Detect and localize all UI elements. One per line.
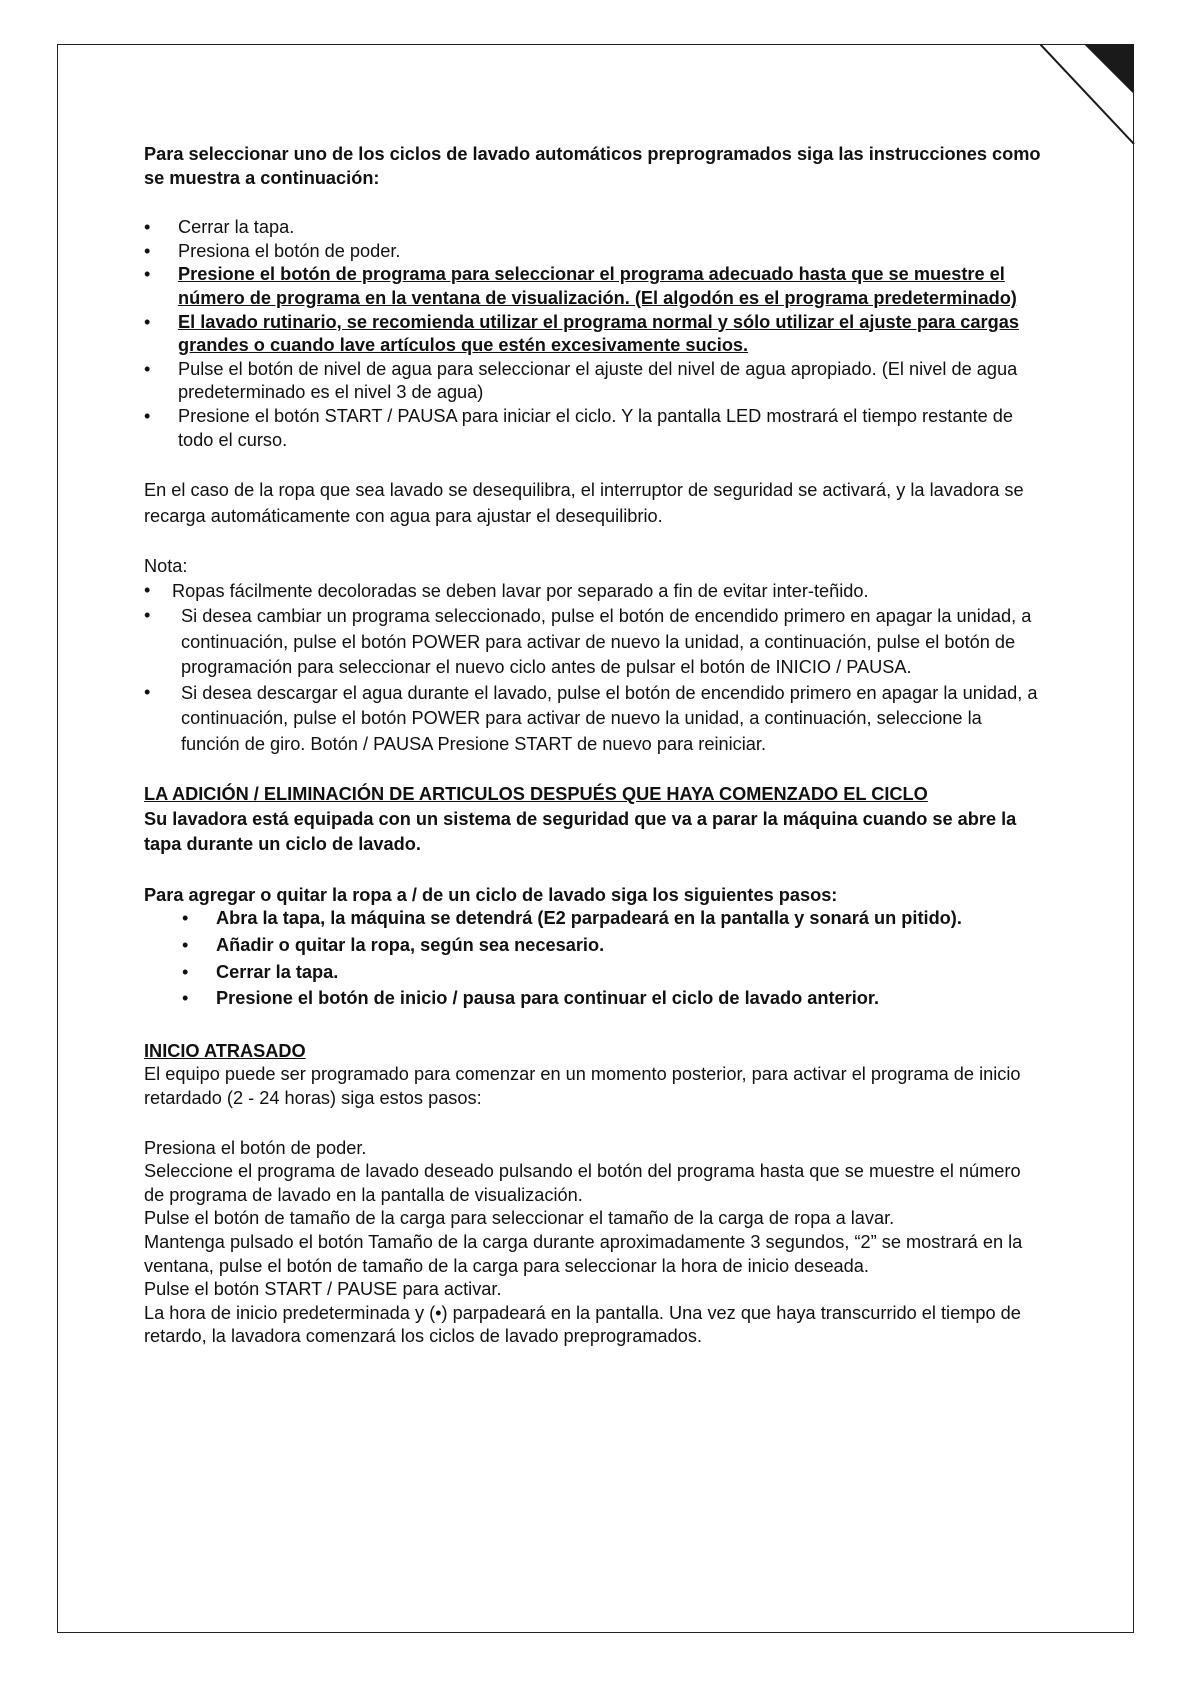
adicion-description: Su lavadora está equipada con un sistema de seguridad que va a parar la máquina cuando se abre la tapa durante un ciclo de lavado. <box>144 808 1017 855</box>
bullet-icon: • <box>182 935 189 955</box>
list-item: • Presione el botón de programa para seleccionar el programa adecuado hasta que se muestre el número de programa en la ventana de visualización. (El algodón es el programa predeterminado) <box>144 264 1017 308</box>
spacer <box>144 757 1044 783</box>
inicio-atrasado-intro: El equipo puede ser programado para comenzar en un momento posterior, para activar el programa de inicio retardado (2 - 24 horas) siga estos pasos: <box>144 1064 1021 1108</box>
list-item: • Ropas fácilmente decoloradas se deben lavar por separado a fin de evitar inter-teñido. <box>144 579 869 601</box>
bullet-icon: • <box>144 681 151 702</box>
bullet-icon: • <box>144 240 151 261</box>
bullet-icon: • <box>144 605 151 626</box>
bullet-icon: • <box>144 358 151 379</box>
bullet-icon: • <box>144 264 151 285</box>
bullet-icon: • <box>144 311 151 332</box>
bullet-icon: • <box>182 908 189 929</box>
spacer <box>144 1111 1044 1137</box>
nota-list <box>144 579 1044 758</box>
list-item: • Presione el botón de inicio / pausa para continuar el ciclo de lavado anterior. <box>144 987 1044 1011</box>
document-body <box>144 143 1044 1349</box>
adicion-steps-list <box>144 907 1044 1010</box>
list-item: • Abra la tapa, la máquina se detendrá (E2 parpadeará en la pantalla y sonará un pitido). <box>144 907 1044 931</box>
bullet-icon: • <box>144 405 151 426</box>
inicio-line: Seleccione el programa de lavado deseado pulsando el botón del programa hasta que se muestre el número de programa de lavado en la pantalla de visualización. <box>144 1161 1021 1205</box>
inicio-line: Pulse el botón de tamaño de la carga para seleccionar el tamaño de la carga de ropa a lavar. <box>144 1208 895 1229</box>
list-item: • Cerrar la tapa. <box>144 961 1044 985</box>
spacer <box>144 1014 1044 1040</box>
nota-label: Nota: <box>144 556 188 577</box>
list-item: • Añadir o quitar la ropa, según sea necesario. <box>144 934 1044 958</box>
adicion-steps-heading: Para agregar o quitar la ropa a / de un ciclo de lavado siga los siguientes pasos: <box>144 884 838 905</box>
spacer <box>144 190 1044 216</box>
inicio-atrasado-title: INICIO ATRASADO <box>144 1040 306 1061</box>
list-item: • Presiona el botón de poder. <box>144 240 1044 264</box>
list-item: • El lavado rutinario, se recomienda utilizar el programa normal y sólo utilizar el ajuste para cargas grandes o cuando lave artículos que estén excesivamente sucios. <box>144 311 1019 356</box>
page-corner-fold-icon <box>1040 44 1140 144</box>
bullet-icon: • <box>182 988 189 1009</box>
inicio-line: Presiona el botón de poder. <box>144 1137 367 1158</box>
spacer <box>144 529 1044 555</box>
bullet-icon: • <box>182 961 189 982</box>
imbalance-paragraph: En el caso de la ropa que sea lavado se desequilibra, el interruptor de seguridad se activará, y la lavadora se recarga automáticamente con agua para ajustar el desequilibrio. <box>144 480 1024 526</box>
adicion-title: LA ADICIÓN / ELIMINACIÓN DE ARTICULOS DESPUÉS QUE HAYA COMENZADO EL CICLO <box>144 784 928 805</box>
inicio-line: Mantenga pulsado el botón Tamaño de la carga durante aproximadamente 3 segundos, “2” se mostrará en la ventana, pulse el botón de tamaño de la carga para seleccionar la hora de inicio deseada. <box>144 1231 1023 1276</box>
inicio-line: La hora de inicio predeterminada y (•) parpadeará en la pantalla. Una vez que haya transcurrido el tiempo de retardo, la lavadora comenzará los ciclos de lavado preprogramados. <box>144 1302 1021 1347</box>
inicio-line: Pulse el botón START / PAUSE para activar. <box>144 1279 502 1300</box>
list-item: • Pulse el botón de nivel de agua para seleccionar el ajuste del nivel de agua apropiado. (El nivel de agua predeterminado es el nivel 3 de agua) <box>144 358 1018 403</box>
list-item: • Si desea cambiar un programa seleccionado, pulse el botón de encendido primero en apagar la unidad, a continuación, pulse el botón POWER para activar de nuevo la unidad, a continuación, pulse el botón de programación para seleccionar el nuevo ciclo antes de pulsar el botón de INICIO / PAUSA. <box>144 605 1032 678</box>
list-item: • Cerrar la tapa. <box>144 216 1044 240</box>
list-item: • Si desea descargar el agua durante el lavado, pulse el botón de encendido primero en apagar la unidad, a continuación, pulse el botón POWER para activar de nuevo la unidad, a continuación, seleccione la función de giro. Botón / PAUSA Presione START de nuevo para reiniciar. <box>144 681 1038 754</box>
spacer <box>144 858 1044 884</box>
spacer <box>144 452 1044 478</box>
steps-list <box>144 216 1044 452</box>
list-item: • Presione el botón START / PAUSA para iniciar el ciclo. Y la pantalla LED mostrará el tiempo restante de todo el curso. <box>144 405 1014 450</box>
intro-heading: Para seleccionar uno de los ciclos de lavado automáticos preprogramados siga las instrucciones como se muestra a continuación: <box>144 144 1041 188</box>
bullet-icon: • <box>144 579 151 600</box>
bullet-icon: • <box>144 217 151 238</box>
